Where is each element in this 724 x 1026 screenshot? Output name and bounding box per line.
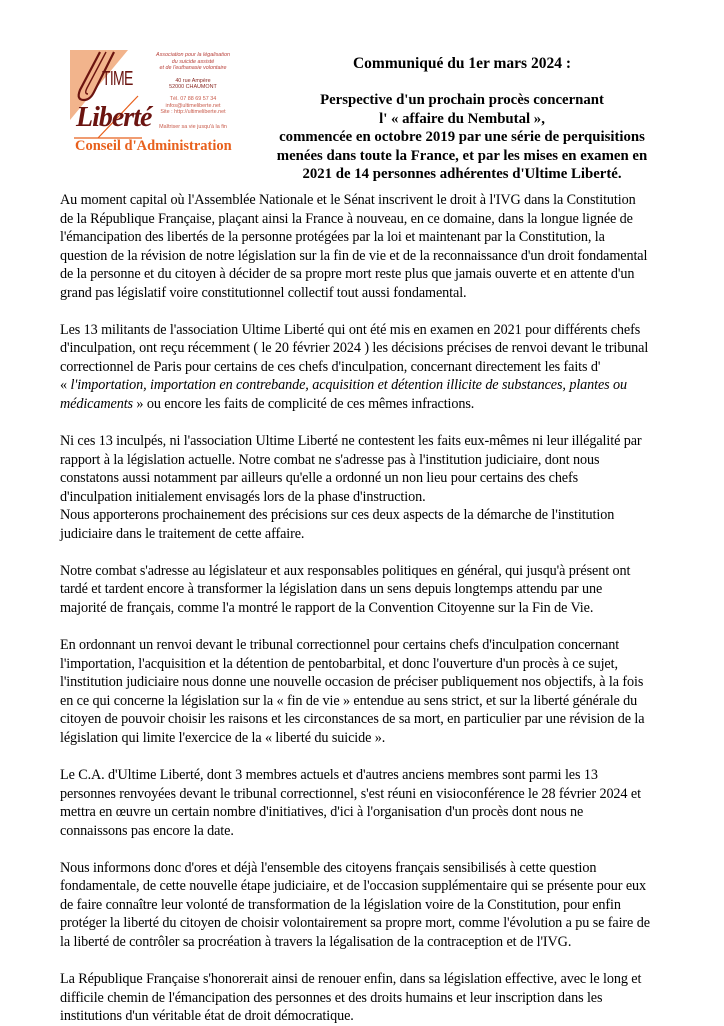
- logo-phone: Tél. 07 88 69 57 34: [169, 95, 217, 102]
- text-line: difficile chemin de l'émancipation des personnes et des droits humains et leur inscription dans les: [60, 989, 603, 1006]
- text-line: judiciaire dans le traitement de cette affaire.: [60, 525, 305, 542]
- org-name: Conseil d'Administration: [75, 138, 232, 154]
- logo-address-street: 40 rue Ampère: [175, 77, 211, 84]
- subtitle: [252, 91, 672, 184]
- text-line: personnes renvoyées devant le tribunal correctionnel, s'est réuni en visioconférence le 28 février 2024 et: [60, 785, 641, 802]
- text-line: [60, 395, 680, 414]
- paragraph-5: [60, 636, 680, 747]
- text-line: d'inculpation initialement envisagés lors de la phase d'instruction.: [60, 488, 426, 505]
- paragraph-3: [60, 432, 680, 543]
- communique-body: [60, 191, 680, 1026]
- text-line: Nous informons donc d'ores et déjà l'ensemble des citoyens français sensibilisés à cette question: [60, 859, 597, 876]
- subtitle-line: menées dans toute la France, et par les mises en examen en: [276, 147, 648, 164]
- paragraph-8: [60, 970, 680, 1026]
- logo-info: [146, 52, 240, 130]
- text-line: [60, 376, 680, 395]
- text-line: correctionnel de Paris pour certains de ces chefs d'inculpation, concernant directement les faits d': [60, 358, 601, 375]
- text-line: protéger la liberté du citoyen de choisir volontairement sa propre mort, comme l'évolution a pu se faire de: [60, 915, 650, 932]
- logo-motto: Maîtriser sa vie jusqu'à la fin: [159, 123, 227, 130]
- paragraph-1: [60, 191, 680, 302]
- quote-open: «: [60, 377, 71, 394]
- text-line: la liberté de contrôler sa procréation à travers la légalisation de la contraception et de l'IVG.: [60, 933, 572, 950]
- text-line: de faire connaître leur volonté de transformation de la législation voire de la Constitution, pour enfin: [60, 896, 621, 913]
- text-line: législation qui limite l'exercice de la « liberté du suicide ».: [60, 729, 386, 746]
- text-line: La République Française s'honorerait ainsi de renouer enfin, dans sa législation effective, avec le long et: [60, 970, 642, 987]
- text-line: rapport à la législation actuelle. Notre combat ne s'adresse pas à l'institution judiciaire, dont nous: [60, 451, 600, 468]
- association-logo: [70, 50, 240, 140]
- text-line: fondamentale, de cette nouvelle étape judiciaire, et de l'occasion supplémentaire qui se présente pour eux: [60, 878, 647, 895]
- logo-address-city: 52000 CHAUMONT: [169, 84, 217, 91]
- paragraph-2: [60, 321, 680, 414]
- text-line: Ni ces 13 inculpés, ni l'association Ultime Liberté ne contestent les faits eux-mêmes ni leur illégalité par: [60, 433, 642, 450]
- text-line: constatons aussi notamment par ailleurs qu'elle a ordonné un non lieu pour certains des chefs: [60, 470, 579, 487]
- text-line: mettra en œuvre un certain nombre d'initiatives, d'ici à l'organisation d'un procès dont nous ne: [60, 804, 584, 821]
- quoted-charges: l'importation, importation en contrebande, acquisition et détention illicite de substances, plantes ou: [70, 377, 628, 394]
- paragraph-6: [60, 766, 680, 840]
- text-line: connaissons pas encore la date.: [60, 822, 234, 839]
- logo-email: infos@ultimeliberte.net: [165, 102, 221, 109]
- text-line: l'émancipation des libertés de la personne protégées par la loi et maintenant par la Constitution, la: [60, 229, 605, 246]
- text-line: l'institution judiciaire nous donne une nouvelle occasion de préciser publiquement nos objectifs, à la fois: [60, 674, 644, 691]
- text-line: grand pas législatif voire constitutionnel collectif tout aussi fondamental.: [60, 284, 467, 301]
- subtitle-line: commencée en octobre 2019 par une série de perquisitions: [279, 129, 645, 146]
- text-line: en ce qui concerne la législation sur la « fin de vie » entendue au sens strict, et sur la liberté générale du: [60, 692, 638, 709]
- quote-close: » ou encore les faits de complicité de ces mêmes infractions.: [132, 396, 475, 413]
- text-line: l'importation, l'acquisition et la détention de pentobarbital, et donc l'ouverture d'un procès à ce sujet,: [60, 655, 618, 672]
- text-line: question de la révision de notre législation sur la fin de vie et de la reconnaissance d'un droit fondamental: [60, 247, 648, 264]
- page-title: Communiqué du 1er mars 2024 :: [352, 55, 571, 72]
- paragraph-7: [60, 859, 680, 952]
- text-line: de la personne et du citoyen à décider de sa propre mort reste plus que jamais ouverte et en attente d'un: [60, 266, 635, 283]
- logo-word-time: TIME: [102, 68, 133, 90]
- text-line: Le C.A. d'Ultime Liberté, dont 3 membres actuels et d'autres anciens membres sont parmi les 13: [60, 766, 598, 783]
- subtitle-line: 2021 de 14 personnes adhérentes d'Ultime Liberté.: [302, 166, 622, 183]
- text-line: Les 13 militants de l'association Ultime Liberté qui ont été mis en examen en 2021 pour différents chefs: [60, 321, 641, 338]
- text-line: institutions d'un véritable état de droit démocratique.: [60, 1008, 354, 1025]
- text-line: Nous apporterons prochainement des précisions sur ces deux aspects de la démarche de l'institution: [60, 507, 615, 524]
- paragraph-4: [60, 562, 680, 618]
- subtitle-line: l' « affaire du Nembutal »,: [379, 110, 545, 127]
- logo-word-liberte: Liberté: [76, 102, 152, 133]
- text-line: citoyen de pouvoir choisir les raisons et les circonstances de sa mort, en particulier par une révision de la: [60, 711, 645, 728]
- logo-website: Site : http://ultimeliberte.net: [160, 109, 226, 116]
- text-line: En ordonnant un renvoi devant le tribunal correctionnel pour certains chefs d'inculpation concernant: [60, 637, 620, 654]
- text-line: Notre combat s'adresse au législateur et aux responsables politiques en général, qui jusqu'à présent ont: [60, 562, 631, 579]
- logo-tagline-2: du suicide assisté: [171, 58, 215, 65]
- text-line: d'inculpation, ont reçu récemment ( le 20 février 2024 ) les décisions précises de renvoi devant le tribunal: [60, 340, 649, 357]
- text-line: majorité de français, comme l'a montré le rapport de la Convention Citoyenne sur la Fin de Vie.: [60, 600, 594, 617]
- logo-tagline-3: et de l'euthanasie volontaire: [159, 65, 227, 72]
- text-line: tardé et tardent encore à transformer la législation dans un sens depuis longtemps attendu par une: [60, 581, 603, 598]
- quoted-charges-end: médicaments: [60, 396, 133, 413]
- text-line: Au moment capital où l'Assemblée Nationale et le Sénat inscrivent le droit à l'IVG dans la Constitution: [60, 192, 636, 208]
- subtitle-line: Perspective d'un prochain procès concernant: [320, 92, 604, 108]
- logo-tagline-1: Association pour la légalisation: [155, 52, 231, 58]
- text-line: de la République Française, plaçant ainsi la France à nouveau, en ce domaine, dans la longue lignée de: [60, 210, 633, 227]
